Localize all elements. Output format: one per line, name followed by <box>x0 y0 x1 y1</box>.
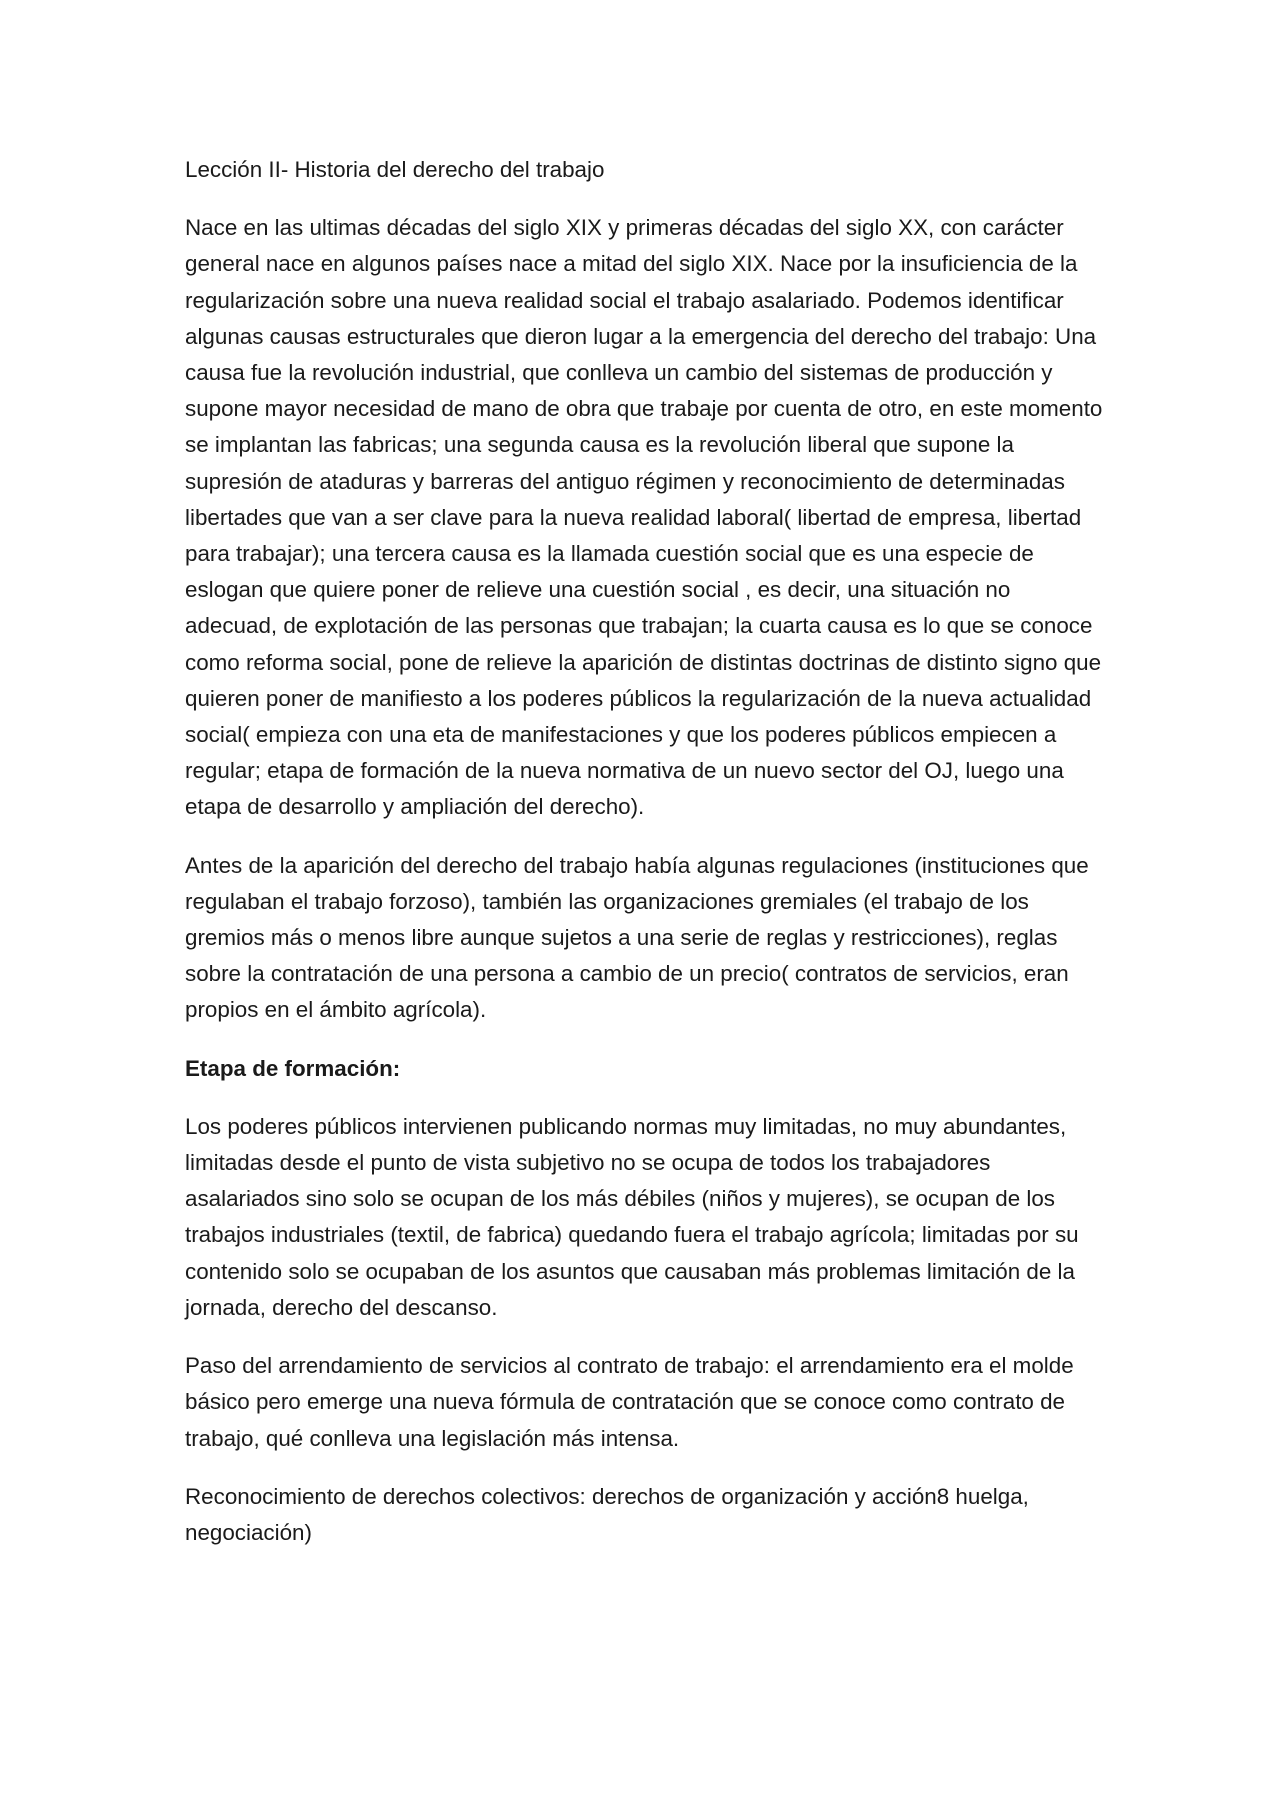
paragraph-collective-rights: Reconocimiento de derechos colectivos: derechos de organización y acción8 huelga, negociación) <box>185 1483 1029 1545</box>
paragraph-public-powers: Los poderes públicos intervienen publicando normas muy limitadas, no muy abundantes, limitadas desde el punto de vista subjetivo no se ocupa de todos los trabajadores asalariados sino solo se ocupan de los más débiles (niños y mujeres), se ocupan de los trabajos industriales (textil, de fabrica) quedando fuera el trabajo agrícola; limitadas por su contenido solo se ocupaban de los asuntos que causaban más problemas limitación de la jornada, derecho del descanso. <box>185 1113 1079 1320</box>
document-body <box>185 152 1105 1573</box>
paragraph-precedents: Antes de la aparición del derecho del trabajo había algunas regulaciones (instituciones que regulaban el trabajo forzoso), también las organizaciones gremiales (el trabajo de los gremios más o menos libre aunque sujetos a una serie de reglas y restricciones), reglas sobre la contratación de una persona a cambio de un precio( contratos de servicios, eran propios en el ámbito agrícola). <box>185 852 1089 1023</box>
paragraph-contract-transition: Paso del arrendamiento de servicios al contrato de trabajo: el arrendamiento era el molde básico pero emerge una nueva fórmula de contratación que se conoce como contrato de trabajo, qué conlleva una legislación más intensa. <box>185 1353 1074 1451</box>
section-heading-formation: Etapa de formación: <box>185 1055 401 1081</box>
document-title: Lección II- Historia del derecho del trabajo <box>185 157 605 182</box>
paragraph-origins: Nace en las ultimas décadas del siglo XIX y primeras décadas del siglo XX, con carácter general nace en algunos países nace a mitad del siglo XIX. Nace por la insuficiencia de la regularización sobre una nueva realidad social el trabajo asalariado. Podemos identificar algunas causas estructurales que dieron lugar a la emergencia del derecho del trabajo: Una causa fue la revolución industrial, que conlleva un cambio del sistemas de producción y supone mayor necesidad de mano de obra que trabaje por cuenta de otro, en este momento se implantan las fabricas; una segunda causa es la revolución liberal que supone la supresión de ataduras y barreras del antiguo régimen y reconocimiento de determinadas libertades que van a ser clave para la nueva realidad laboral( libertad de empresa, libertad para trabajar); una tercera causa es la llamada cuestión social que es una especie de eslogan que quiere poner de relieve una cuestión social , es decir, una situación no adecuad, de explotación de las personas que trabajan; la cuarta causa es lo que se conoce como reforma social, pone de relieve la aparición de distintas doctrinas de distinto signo que quieren poner de manifiesto a los poderes públicos la regularización de la nueva actualidad social( empieza con una eta de manifestaciones y que los poderes públicos empiecen a regular; etapa de formación de la nueva normativa de un nuevo sector del OJ, luego una etapa de desarrollo y ampliación del derecho). <box>185 215 1103 820</box>
